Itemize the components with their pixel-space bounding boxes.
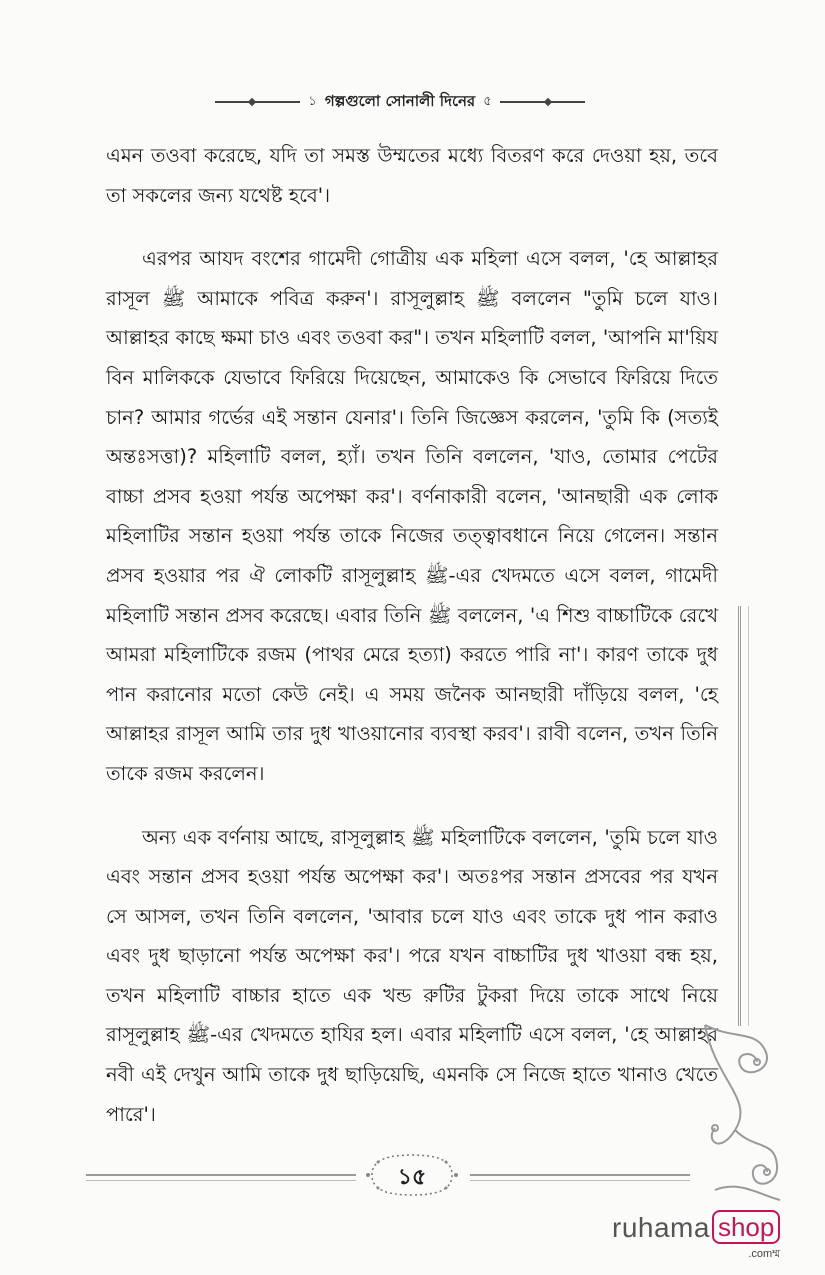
logo-domain-text: .comম্ম [748, 1248, 781, 1260]
running-header [215, 88, 585, 116]
header-title: গল্পগুলো সোনালী দিনের [324, 91, 476, 110]
decorative-side-border-inner [748, 606, 749, 1026]
decorative-side-border [738, 606, 741, 1026]
header-left-number: ১ [308, 93, 317, 109]
footer-rule-left [86, 1174, 356, 1176]
header-rule-right [500, 101, 585, 103]
paragraph: অন্য এক বর্ণনায় আছে, রাসূলুল্লাহ ﷺ মহিলাটিকে বললেন, 'তুমি চলে যাও এবং সন্তান প্রসব হওয়া পর্যন্ত অপেক্ষা কর'। অতঃপর সন্তান প্রসবের পর যখন সে আসল, তখন তিনি বললেন, 'আবার চলে যাও এবং তাকে দুধ পান করাও এবং দুধ ছাড়ানো পর্যন্ত অপেক্ষা কর'। পরে যখন বাচ্চাটির দুধ খাওয়া বন্ধ হয়, তখন মহিলাটি বাচ্চার হাতে এক খন্ড রুটির টুকরা দিয়ে তাকে সাথে নিয়ে রাসূলুল্লাহ ﷺ-এর খেদমতে হাযির হল। এবার মহিলাটি এসে বলল, 'হে আল্লাহর নবী এই দেখুন আমি তাকে দুধ ছাড়িয়েছি, এমনকি সে নিজে হাতে খানাও খেতে পারে'। [106, 825, 718, 1126]
logo-brand-text: ruhama [612, 1212, 710, 1243]
paragraph: এরপর আযদ বংশের গামেদী গোত্রীয় এক মহিলা এসে বলল, 'হে আল্লাহর রাসূল ﷺ আমাকে পবিত্র করুন'। রাসূলুল্লাহ ﷺ বললেন "তুমি চলে যাও। আল্লাহর কাছে ক্ষমা চাও এবং তওবা কর"। তখন মহিলাটি বলল, 'আপনি মা'য়িয বিন মালিককে যেভাবে ফিরিয়ে দিয়েছেন, আমাকেও কি সেভাবে ফিরিয়ে দিতে চান? আমার গর্ভের এই সন্তান যেনার'। তিনি জিজ্ঞেস করলেন, 'তুমি কি (সত্যই অন্তঃসত্তা)? মহিলাটি বলল, হ্যাঁ। তখন তিনি বললেন, 'যাও, তোমার পেটের বাচ্চা প্রসব হওয়া পর্যন্ত অপেক্ষা কর'। বর্ণনাকারী বলেন, 'আনছারী এক লোক মহিলাটির সন্তান হওয়া পর্যন্ত তাকে নিজের তত্ত্বাবধানে নিয়ে গেলেন। সন্তান প্রসব হওয়ার পর ঐ লোকটি রাসূলুল্লাহ ﷺ-এর খেদমতে এসে বলল, গামেদী মহিলাটি সন্তান প্রসব করেছে। এবার তিনি ﷺ বললেন, 'এ শিশু বাচ্চাটিকে রেখে আমরা মহিলাটিকে রজম (পাথর মেরে হত্যা) করতে পারি না'। কারণ তাকে দুধ পান করানোর মতো কেউ নেই। এ সময় জনৈক আনছারী দাঁড়িয়ে বলল, 'হে আল্লাহর রাসূল আমি তার দুধ খাওয়ানোর ব্যবস্থা করব'। রাবী বলেন, তখন তিনি তাকে রজম করলেন। [106, 247, 718, 785]
page-body [106, 136, 718, 1158]
footer-rule-right [470, 1174, 690, 1176]
flourish-ornament [695, 1020, 785, 1210]
paragraph: এমন তওবা করেছে, যদি তা সমস্ত উম্মতের মধ্যে বিতরণ করে দেওয়া হয়, তবে তা সকলের জন্য যথেষ্ট হবে'। [106, 144, 718, 207]
page-number: ১৫ [397, 1165, 427, 1190]
logo-shop-badge: shop [712, 1210, 780, 1244]
header-right-number: ৫ [483, 93, 492, 109]
ruhamashop-logo [612, 1210, 781, 1260]
footer-rule-left-thin [86, 1180, 356, 1181]
logo-shop-group [710, 1210, 780, 1264]
footer-rule-right-thin [470, 1180, 690, 1181]
header-rule-left [215, 101, 300, 103]
